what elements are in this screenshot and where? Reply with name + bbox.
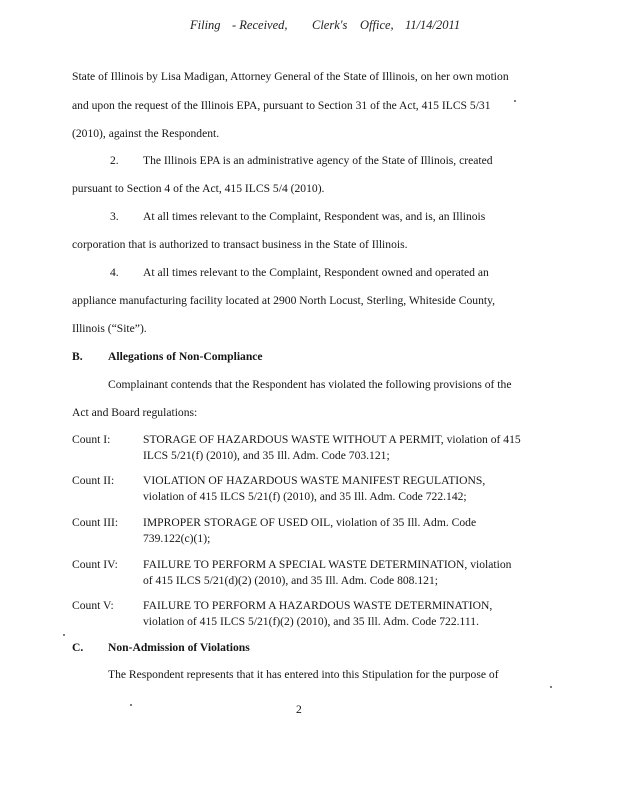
header-office: Office, — [360, 18, 394, 32]
count-1-label: Count I: — [72, 433, 111, 446]
section-b-letter: B. — [72, 350, 83, 363]
header-filing: Filing — [190, 18, 221, 32]
item4-number: 4. — [110, 266, 119, 279]
item3-line2: corporation that is authorized to transact business in the State of Illinois. — [72, 238, 408, 251]
count-5-label: Count V: — [72, 599, 114, 612]
header-received: - Received, — [232, 18, 288, 32]
count-3-line1: IMPROPER STORAGE OF USED OIL, violation of 35 Ill. Adm. Code — [143, 516, 477, 529]
section-c-title: Non-Admission of Violations — [108, 641, 250, 654]
count-4-line1: FAILURE TO PERFORM A SPECIAL WASTE DETERMINATION, violation — [143, 558, 512, 571]
count-4-label: Count IV: — [72, 558, 118, 571]
section-c-para-line1: The Respondent represents that it has entered into this Stipulation for the purpose of — [108, 668, 499, 681]
para1-line3: (2010), against the Respondent. — [72, 127, 220, 140]
item3-line1: At all times relevant to the Complaint, Respondent was, and is, an Illinois — [143, 210, 486, 223]
item4-line3: Illinois (“Site”). — [72, 322, 147, 335]
para1-line2: and upon the request of the Illinois EPA, pursuant to Section 31 of the Act, 415 ILCS 5/31 — [72, 99, 491, 112]
count-1-line2: ILCS 5/21(f) (2010), and 35 Ill. Adm. Code 703.121; — [143, 449, 390, 462]
count-1-line1: STORAGE OF HAZARDOUS WASTE WITHOUT A PERMIT, violation of 415 — [143, 433, 521, 446]
count-5-text — [143, 598, 553, 630]
count-3-label: Count III: — [72, 516, 119, 529]
item2-line1: The Illinois EPA is an administrative agency of the State of Illinois, created — [143, 154, 493, 167]
count-5-line2: violation of 415 ILCS 5/21(f)(2) (2010), and 35 Ill. Adm. Code 722.111. — [143, 615, 479, 628]
section-b-para-line2: Act and Board regulations: — [72, 406, 198, 419]
header-date: 11/14/2011 — [405, 18, 461, 32]
item4-line1: At all times relevant to the Complaint, Respondent owned and operated an — [143, 266, 489, 279]
item2-number: 2. — [110, 154, 119, 167]
scan-speck — [63, 634, 65, 636]
count-3-text — [143, 515, 553, 547]
scan-speck — [514, 100, 516, 102]
count-2-text — [143, 473, 553, 505]
scan-speck — [550, 686, 552, 688]
count-2-line1: VIOLATION OF HAZARDOUS WASTE MANIFEST REGULATIONS, — [143, 474, 486, 487]
count-4-text — [143, 557, 553, 589]
count-2-label: Count II: — [72, 474, 115, 487]
para1-line1: State of Illinois by Lisa Madigan, Attorney General of the State of Illinois, on her own motion — [72, 70, 509, 83]
item2-line2: pursuant to Section 4 of the Act, 415 ILCS 5/4 (2010). — [72, 182, 325, 195]
count-1-text — [143, 432, 553, 464]
section-c-letter: C. — [72, 641, 84, 654]
item3-number: 3. — [110, 210, 119, 223]
count-2-line2: violation of 415 ILCS 5/21(f) (2010), and 35 Ill. Adm. Code 722.142; — [143, 490, 467, 503]
item4-line2: appliance manufacturing facility located at 2900 North Locust, Sterling, Whiteside County, — [72, 294, 496, 307]
count-4-line2: of 415 ILCS 5/21(d)(2) (2010), and 35 Ill. Adm. Code 808.121; — [143, 574, 438, 587]
section-b-para-line1: Complainant contends that the Respondent has violated the following provisions of the — [108, 378, 512, 391]
count-5-line1: FAILURE TO PERFORM A HAZARDOUS WASTE DETERMINATION, — [143, 599, 493, 612]
filing-stamp-header — [0, 18, 621, 38]
header-clerks: Clerk's — [312, 18, 348, 32]
section-b-title: Allegations of Non-Compliance — [108, 350, 263, 363]
page-number: 2 — [296, 703, 302, 716]
scan-speck — [130, 704, 132, 706]
count-3-line2: 739.122(c)(1); — [143, 532, 211, 545]
